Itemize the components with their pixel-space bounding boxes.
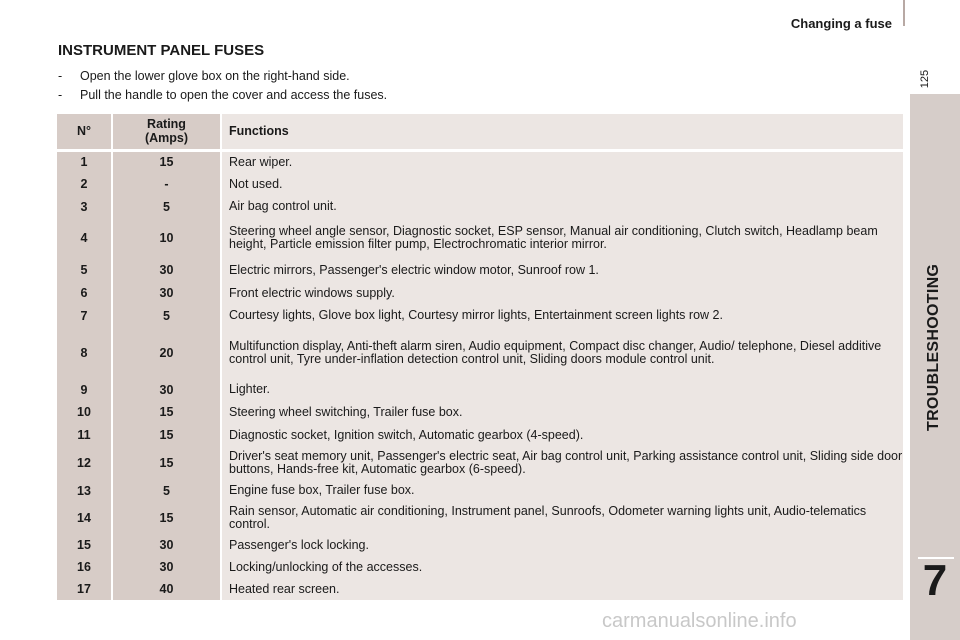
running-header-title: Changing a fuse [790,16,892,31]
fuse-row [57,173,903,195]
fuse-row [57,282,903,304]
step-bullet: - [58,69,63,83]
fuse-number: 6 [57,282,112,304]
fuse-functions: Diagnostic socket, Ignition switch, Automatic gearbox (4-speed). [221,423,903,447]
fuse-row [57,578,903,600]
fuse-rating: 15 [112,423,221,447]
fuse-rating: 15 [112,401,221,423]
header-number: N° [57,114,112,150]
fuse-functions: Locking/unlocking of the accesses. [221,556,903,578]
fuse-number: 15 [57,534,112,556]
fuse-row [57,378,903,401]
fuse-number: 9 [57,378,112,401]
instruction-step [58,86,387,105]
header-rating-line1: Rating [147,117,186,132]
page-number: 125 [919,69,931,89]
fuse-rating: 30 [112,556,221,578]
fuse-rating: 30 [112,378,221,401]
fuse-rating: 15 [112,150,221,173]
fuse-table [57,114,903,600]
section-title: INSTRUMENT PANEL FUSES [58,42,265,59]
chapter-number: 7 [922,556,948,605]
fuse-functions: Steering wheel switching, Trailer fuse box. [221,401,903,423]
header-rating [112,114,221,150]
fuse-number: 5 [57,258,112,282]
step-text: Pull the handle to open the cover and access the fuses. [80,88,388,102]
fuse-rating: 20 [112,327,221,378]
fuse-rating: 40 [112,578,221,600]
fuse-number: 1 [57,150,112,173]
fuse-row [57,502,903,534]
fuse-functions: Steering wheel angle sensor, Diagnostic socket, ESP sensor, Manual air conditioning, Clutch switch, Headlamp beam height, Particle emission filter pump, Electrochromatic interior mirror. [221,218,903,258]
fuse-rating: 5 [112,479,221,502]
header-functions: Functions [221,114,903,150]
chapter-tab-label: TROUBLESHOOTING [925,263,942,431]
fuse-rating: - [112,173,221,195]
fuse-rating: 15 [112,447,221,479]
fuse-functions: Lighter. [221,378,903,401]
fuse-rating: 10 [112,218,221,258]
header-divider [903,0,905,26]
watermark: carmanualsonline.info [602,610,797,632]
header-rating-line2: (Amps) [144,131,189,146]
fuse-functions: Front electric windows supply. [221,282,903,304]
fuse-row [57,327,903,378]
fuse-number: 10 [57,401,112,423]
fuse-number: 7 [57,304,112,327]
fuse-row [57,534,903,556]
fuse-functions: Multifunction display, Anti-theft alarm siren, Audio equipment, Compact disc changer, Audio/ telephone, Diesel additive control unit, Tyre under-inflation detection control unit, Sliding doors module control unit. [221,327,903,378]
fuse-functions: Driver's seat memory unit, Passenger's electric seat, Air bag control unit, Parking assistance control unit, Sliding side door buttons, Hands-free kit, Automatic gearbox (6-speed). [221,447,903,479]
instruction-step [58,67,387,86]
fuse-row [57,479,903,502]
fuse-functions: Rear wiper. [221,150,903,173]
fuse-number: 12 [57,447,112,479]
fuse-number: 14 [57,502,112,534]
fuse-table-header [57,114,903,150]
fuse-functions: Passenger's lock locking. [221,534,903,556]
fuse-number: 16 [57,556,112,578]
fuse-row [57,556,903,578]
fuse-functions: Courtesy lights, Glove box light, Courtesy mirror lights, Entertainment screen lights row 2. [221,304,903,327]
fuse-number: 2 [57,173,112,195]
fuse-functions: Heated rear screen. [221,578,903,600]
fuse-row [57,258,903,282]
fuse-number: 17 [57,578,112,600]
fuse-number: 4 [57,218,112,258]
fuse-row [57,150,903,173]
fuse-row [57,304,903,327]
fuse-rating: 5 [112,304,221,327]
fuse-rating: 30 [112,282,221,304]
fuse-functions: Rain sensor, Automatic air conditioning, Instrument panel, Sunroofs, Odometer warning lights unit, Audio-telematics control. [221,502,903,534]
fuse-rating: 30 [112,534,221,556]
fuse-rating: 5 [112,195,221,218]
fuse-row [57,218,903,258]
step-text: Open the lower glove box on the right-hand side. [80,69,350,83]
fuse-functions: Electric mirrors, Passenger's electric window motor, Sunroof row 1. [221,258,903,282]
fuse-rating: 30 [112,258,221,282]
fuse-row [57,401,903,423]
instruction-steps [58,67,387,105]
fuse-rating: 15 [112,502,221,534]
fuse-row [57,423,903,447]
fuse-functions: Air bag control unit. [221,195,903,218]
fuse-number: 3 [57,195,112,218]
fuse-row [57,447,903,479]
fuse-number: 13 [57,479,112,502]
step-bullet: - [58,88,63,102]
fuse-functions: Not used. [221,173,903,195]
fuse-number: 8 [57,327,112,378]
fuse-number: 11 [57,423,112,447]
fuse-row [57,195,903,218]
fuse-functions: Engine fuse box, Trailer fuse box. [221,479,903,502]
